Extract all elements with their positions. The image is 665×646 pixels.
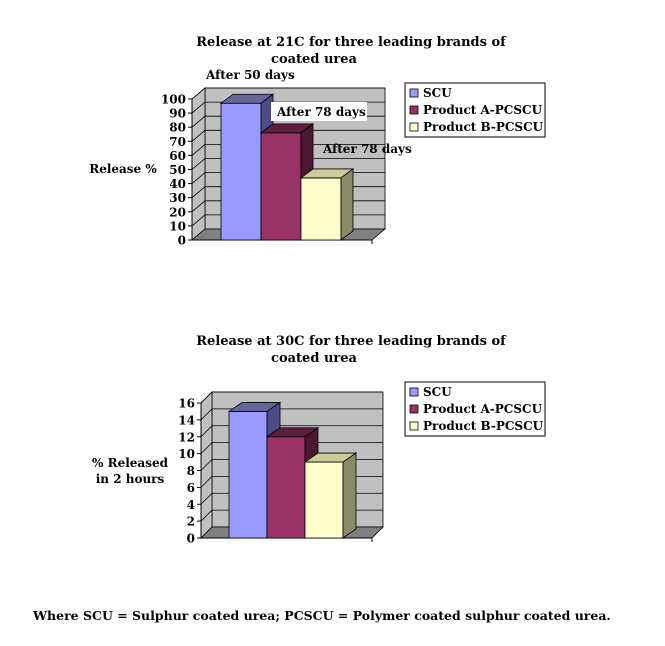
chart-30c-bar-scu: [229, 411, 267, 538]
chart-30c-ytick-label-16: 16: [178, 396, 195, 411]
chart-21c-bar-scu: [221, 103, 261, 240]
chart-30c-bar-product-b: [305, 462, 343, 538]
chart-30c-ytick-label-14: 14: [178, 413, 195, 428]
chart-21c-annotation-b: After 78 days: [323, 142, 412, 156]
chart-30c-ytick-label-0: 0: [186, 531, 195, 546]
chart-21c-ytick-label-50: 50: [169, 163, 186, 177]
chart-30c-ylabel-line2: in 2 hours: [95, 472, 165, 486]
chart-21c-ytick-label-10: 10: [169, 219, 186, 234]
chart-30c-title-line1: Release at 30C for three leading brands of: [196, 334, 506, 349]
chart-30c-legend-swatch-a: [410, 405, 418, 413]
chart-21c-ylabel: Release %: [89, 162, 157, 176]
chart-30c-legend-label-a: Product A-PCSCU: [423, 402, 543, 416]
chart-21c-ytick-label-40: 40: [169, 177, 186, 192]
chart-30c-legend: [405, 382, 545, 436]
chart-21c: [89, 35, 545, 248]
chart-21c-legend-swatch-b: [410, 123, 418, 131]
footnote: Where SCU = Sulphur coated urea; PCSCU = Polymer coated sulphur coated urea.: [33, 608, 611, 623]
chart-21c-bar-product-b: [301, 178, 341, 240]
chart-30c-ytick-label-2: 2: [186, 514, 195, 529]
chart-21c-bar-side-product-b: [341, 169, 353, 240]
chart-30c-legend-label-b: Product B-PCSCU: [423, 419, 544, 433]
chart-30c-legend-swatch-b: [410, 422, 418, 430]
chart-21c-ytick-label-80: 80: [169, 120, 186, 135]
chart-21c-legend: [405, 83, 545, 137]
chart-21c-bar-product-a: [261, 133, 301, 240]
chart-21c-legend-swatch-scu: [410, 89, 418, 97]
chart-21c-legend-label-scu: SCU: [423, 86, 452, 100]
chart-21c-legend-label-b: Product B-PCSCU: [423, 120, 544, 134]
chart-30c: [92, 334, 545, 546]
chart-30c-bar-product-a: [267, 437, 305, 538]
chart-21c-ytick-label-20: 20: [169, 205, 186, 220]
chart-21c-title-line1: Release at 21C for three leading brands of: [196, 35, 506, 50]
chart-30c-bar-side-product-b: [343, 453, 356, 538]
chart-21c-ytick-label-70: 70: [169, 134, 186, 149]
chart-30c-ytick-label-6: 6: [186, 480, 195, 495]
chart-30c-legend-swatch-scu: [410, 388, 418, 396]
chart-21c-title-line2: coated urea: [271, 52, 357, 67]
chart-21c-ytick-label-100: 100: [160, 92, 186, 107]
chart-30c-plot: [178, 392, 383, 546]
chart-21c-ytick-label-30: 30: [169, 191, 186, 206]
chart-21c-annotation-a: After 78 days: [277, 105, 366, 119]
chart-30c-ytick-label-8: 8: [186, 464, 195, 478]
chart-21c-ytick-label-60: 60: [169, 148, 186, 163]
chart-30c-title-line2: coated urea: [271, 351, 357, 366]
chart-30c-ytick-label-12: 12: [178, 430, 195, 445]
chart-30c-legend-label-scu: SCU: [423, 385, 452, 399]
chart-21c-ytick-label-0: 0: [177, 233, 186, 248]
chart-30c-ylabel-line1: % Released: [92, 456, 168, 470]
chart-21c-ytick-label-90: 90: [169, 106, 186, 121]
chart-30c-ytick-label-4: 4: [186, 497, 195, 512]
chart-30c-ytick-label-10: 10: [178, 447, 195, 462]
chart-21c-annotation-scu: After 50 days: [206, 68, 295, 82]
chart-21c-legend-swatch-a: [410, 106, 418, 114]
chart-21c-legend-label-a: Product A-PCSCU: [423, 103, 543, 117]
